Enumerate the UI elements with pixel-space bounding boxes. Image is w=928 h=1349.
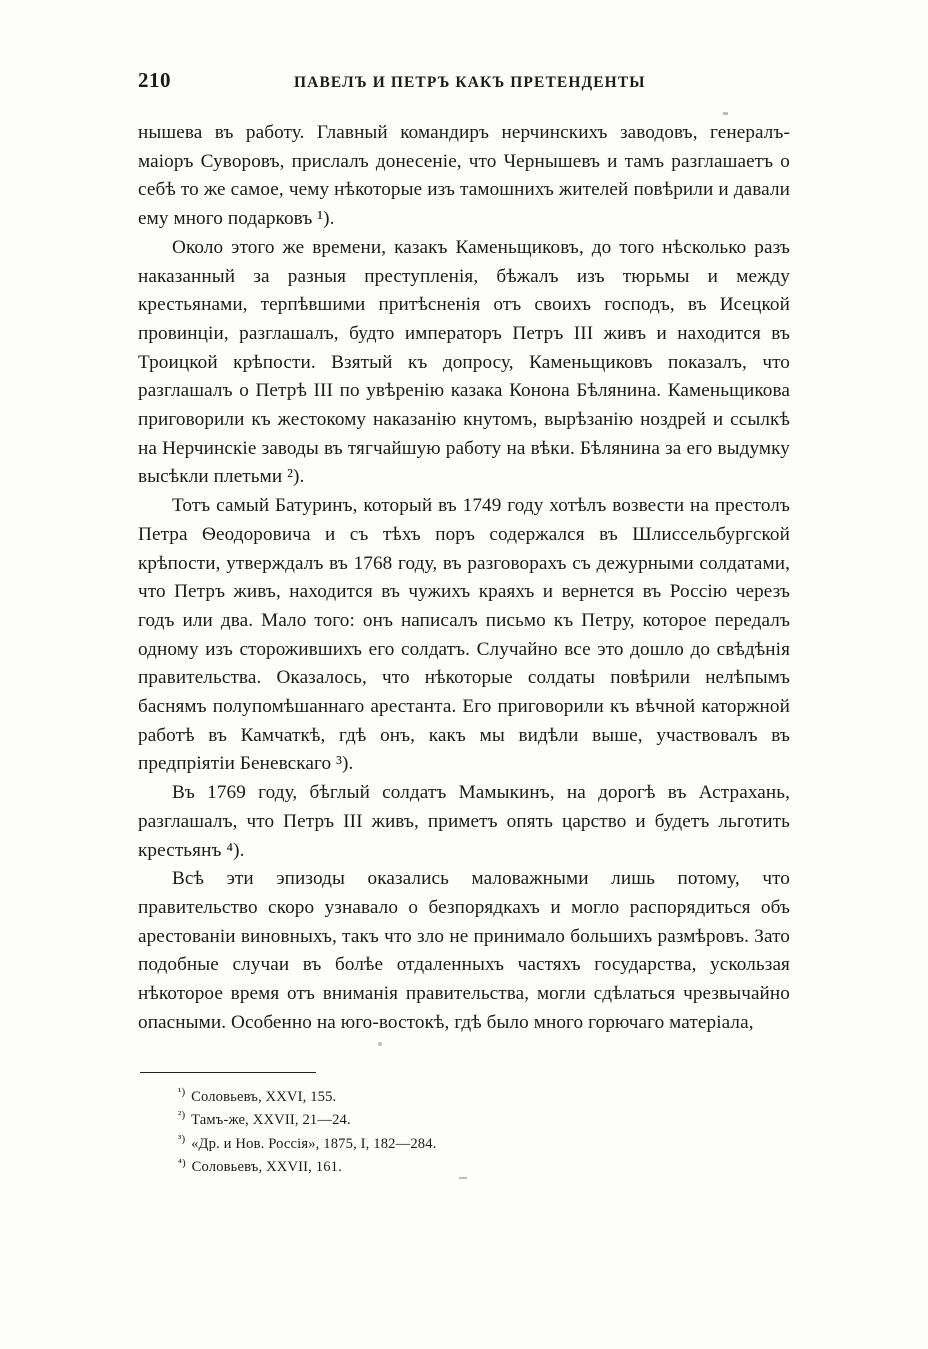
paragraph: Въ 1769 году, бѣглый солдатъ Мамыкинъ, на дорогѣ въ Астрахань, разглашалъ, что Петръ III живъ, приметъ опять царство и будетъ льготить крестьянъ ⁴). (138, 782, 790, 861)
body-text (138, 119, 790, 1038)
footnote-separator (140, 1072, 316, 1073)
footnote-item (178, 1156, 790, 1180)
page-number: 210 (138, 68, 171, 92)
footnote-item (178, 1109, 790, 1133)
footnote-item (178, 1086, 790, 1110)
footnote-marker: ²) (178, 1109, 186, 1122)
footnote-text: «Др. и Нов. Россiя», 1875, I, 182—284. (191, 1135, 437, 1152)
paragraph: нышева въ работу. Главный командиръ нерчинскихъ заводовъ, генералъ-маiоръ Суворовъ, прислалъ донесенiе, что Чернышевъ и тамъ разглашаетъ о себѣ то же самое, чему нѣкоторые изъ тамошнихъ жителей повѣрили и давали ему много подарковъ ¹). (138, 122, 790, 230)
page-content (138, 68, 790, 1180)
paragraph: Около этого же времени, казакъ Каменьщиковъ, до того нѣсколько разъ наказанный за разныя преступленiя, бѣжалъ изъ тюрьмы и между крестьянами, терпѣвшими притѣсненiя отъ своихъ господъ, въ Исецкой провинцiи, разглашалъ, будто императоръ Петръ III живъ и находится въ Троицкой крѣпости. Взятый къ допросу, Каменьщиковъ показалъ, что разглашалъ о Петрѣ III по увѣренiю казака Конона Бѣлянина. Каменьщикова приговорили къ жестокому наказанiю кнутомъ, вырѣзанiю ноздрей и ссылкѣ на Нерчинскiе заводы въ тягчайшую работу на вѣки. Бѣлянина за его выдумку высѣкли плетьми ²). (138, 236, 790, 488)
footnotes (138, 1086, 790, 1181)
footnote-marker: ³) (178, 1132, 186, 1145)
paragraph: Тотъ самый Батуринъ, который въ 1749 году хотѣлъ возвести на престолъ Петра Ѳеодоровича и съ тѣхъ поръ содержался въ Шлиссельбургской крѣпости, утверждалъ въ 1768 году, въ разговорахъ съ дежурными солдатами, что Петръ живъ, находится въ чужихъ краяхъ и вернется въ Россiю черезъ годъ или два. Мало того: онъ написалъ письмо къ Петру, которое передалъ одному изъ сторожившихъ его солдатъ. Случайно все это дошло до свѣдѣнiя правительства. Оказалось, что нѣкоторые солдаты повѣрили нелѣпымъ баснямъ полупомѣшаннаго арестанта. Его приговорили къ вѣчной каторжной работѣ въ Камчаткѣ, гдѣ онъ, какъ мы видѣли выше, участвовалъ въ предпрiятiи Беневскаго ³). (138, 495, 790, 775)
running-head (138, 68, 790, 93)
footnote-text: Соловьевъ, XXVII, 161. (191, 1159, 342, 1176)
footnote-text: Соловьевъ, XXVI, 155. (191, 1088, 337, 1105)
scan-speck (723, 112, 728, 115)
scan-speck (378, 1042, 382, 1046)
footnote-text: Тамъ-же, XXVII, 21—24. (191, 1112, 351, 1129)
scan-speck (459, 1177, 467, 1179)
footnote-marker: ⁴) (178, 1156, 186, 1169)
running-head-title: ПАВЕЛЪ И ПЕТРЪ КАКЪ ПРЕТЕНДЕНТЫ (294, 74, 646, 91)
footnote-item (178, 1133, 790, 1157)
paragraph: Всѣ эти эпизоды оказались маловажными лишь потому, что правительство скоро узнавало о безпорядкахъ и могло распорядиться объ арестованiи виновныхъ, такъ что зло не принимало большихъ размѣровъ. Зато подобные случаи въ болѣе отдаленныхъ частяхъ государства, ускользая нѣкоторое время отъ вниманiя правительства, могли сдѣлаться чрезвычайно опасными. Особенно на юго-востокѣ, гдѣ было много горючаго матерiала, (138, 868, 790, 1033)
footnote-marker: ¹) (178, 1085, 186, 1098)
